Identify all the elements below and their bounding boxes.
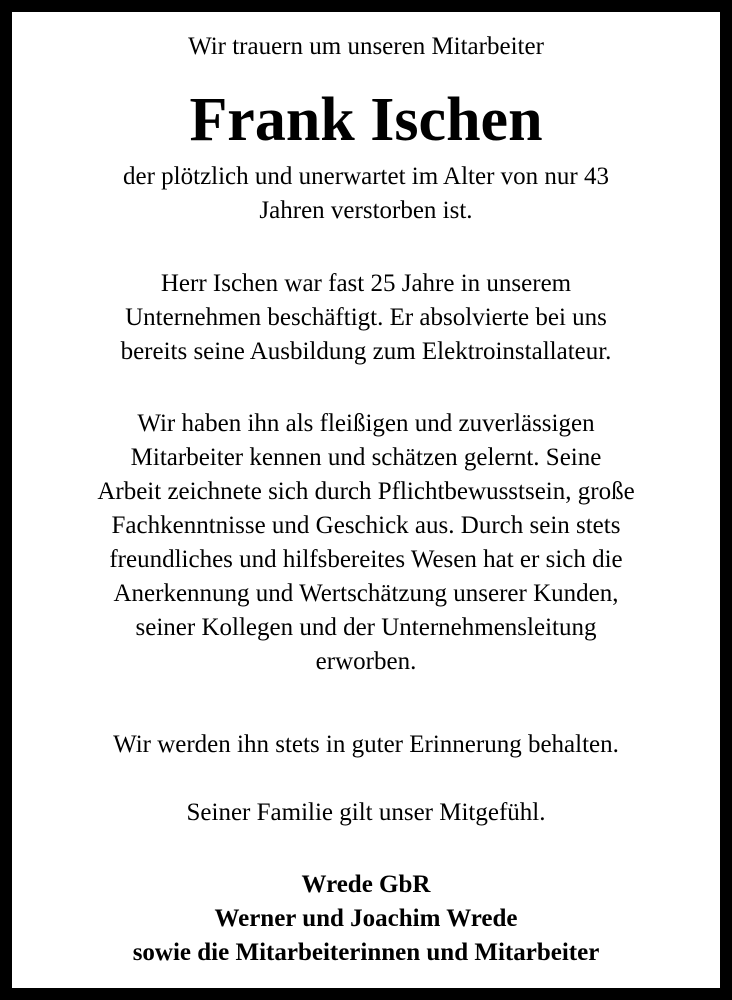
text-line: Seiner Familie gilt unser Mitgefühl.: [186, 799, 546, 826]
text-line: Arbeit zeichnete sich durch Pflichtbewusstsein, große: [97, 478, 635, 505]
text-line: Fachkenntnisse und Geschick aus. Durch sein stets: [111, 512, 621, 539]
paragraph-tribute: [26, 407, 706, 679]
signature-block: [12, 868, 720, 970]
text-line: bereits seine Ausbildung zum Elektroinstallateur.: [120, 338, 612, 365]
text-line: freundliches und hilfsbereites Wesen hat er sich die: [109, 546, 623, 573]
text-line: Anerkennung und Wertschätzung unserer Kunden,: [113, 580, 619, 607]
paragraph-employment: [26, 267, 706, 369]
signature-staff: sowie die Mitarbeiterinnen und Mitarbeiter: [132, 939, 600, 966]
text-line: seiner Kollegen und der Unternehmensleitung: [135, 614, 597, 641]
paragraph-condolence: [26, 796, 706, 830]
text-line: Mitarbeiter kennen und schätzen gelernt. Seine: [130, 444, 602, 471]
text-line: Wir haben ihn als fleißigen und zuverlässigen: [137, 410, 595, 437]
paragraph-remembrance: [26, 728, 706, 762]
text-line: Wir werden ihn stets in guter Erinnerung behalten.: [113, 731, 619, 758]
signature-owners: Werner und Joachim Wrede: [214, 905, 518, 932]
signature-company: Wrede GbR: [301, 871, 431, 898]
intro-line: Wir trauern um unseren Mitarbeiter: [188, 33, 544, 60]
text-line: Unternehmen beschäftigt. Er absolvierte bei uns: [125, 304, 607, 331]
text-line: der plötzlich und unerwartet im Alter von nur 43: [123, 163, 609, 190]
paragraph-death-notice: [26, 160, 706, 228]
deceased-name: Frank Ischen: [189, 86, 543, 154]
text-line: Jahren verstorben ist.: [259, 197, 473, 224]
text-line: Herr Ischen war fast 25 Jahre in unserem: [160, 270, 572, 297]
text-line: erworben.: [315, 648, 417, 675]
